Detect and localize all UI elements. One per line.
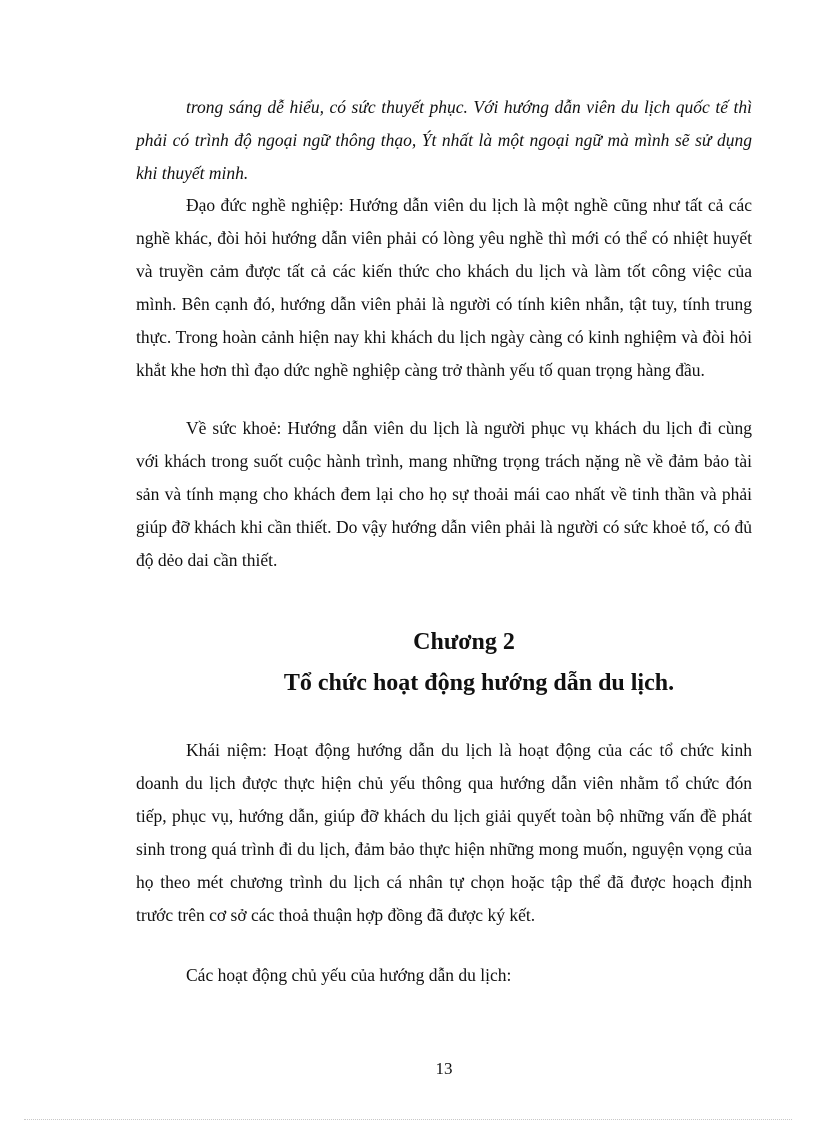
page-number-text: 13 [435, 1059, 453, 1078]
chapter-title: Tổ chức hoạt động hướng dẫn du lịch. [283, 670, 675, 696]
paragraph-professional-ethics: Đạo đức nghề nghiệp: Hướng dẫn viên du lịch là một nghề cũng như tất cả các nghề khác, đòi hỏi hướng dẫn viên phải có lòng yêu nghề thì mới có thể có nhiệt huyết và truyền cảm được tất cả các kiến thức cho khách du lịch và làm tốt công việc của mình. Bên cạnh đó, hướng dẫn viên phải là người có tính kiên nhẫn, tật tuy, tính trung thực. Trong hoàn cảnh hiện nay khi khách du lịch ngày càng có kinh nghiệm và đòi hỏi khắt khe hơn thì đạo dức nghề nghiệp càng trở thành yếu tố quan trọng hàng đầu. [136, 195, 752, 380]
paragraph-main-activities: Các hoạt động chủ yếu của hướng dẫn du lịch: [186, 965, 512, 985]
chapter-number: Chương 2 [413, 629, 515, 655]
paragraph-concept: Khái niệm: Hoạt động hướng dẫn du lịch là hoạt động của các tổ chức kinh doanh du lịch được thực hiện chủ yếu thông qua hướng dẫn viên nhằm tổ chức đón tiếp, phục vụ, hướng dẫn, giúp đỡ khách du lịch giải quyết toàn bộ những vấn đề phát sinh trong quá trình đi du lịch, đảm bảo thực hiện những mong muốn, nguyện vọng của họ theo mét chương trình du lịch cá nhân tự chọn hoặc tập thể đã được hoạch định trước trên cơ sở các thoả thuận hợp đồng đã được ký kết. [136, 740, 752, 925]
paragraph-language-skills: trong sáng dễ hiểu, có sức thuyết phục. Với hướng dẫn viên du lịch quốc tế thì phải có trình độ ngoại ngữ thông thạo, Ýt nhất là một ngoại ngữ mà mình sẽ sử dụng khi thuyết minh. [136, 97, 752, 183]
page-number [136, 1057, 752, 1081]
paragraph-health: Về sức khoẻ: Hướng dẫn viên du lịch là người phục vụ khách du lịch đi cùng với khách trong suốt cuộc hành trình, mang những trọng trách nặng nề về đảm bảo tài sản và tính mạng cho khách đem lại cho họ sự thoải mái cao nhất về tinh thần và phải giúp đỡ khách khi cần thiết. Do vậy hướng dẫn viên phải là người có sức khoẻ tố, có đủ độ dẻo dai cần thiết. [136, 418, 752, 570]
page-bottom-border [24, 1119, 792, 1120]
